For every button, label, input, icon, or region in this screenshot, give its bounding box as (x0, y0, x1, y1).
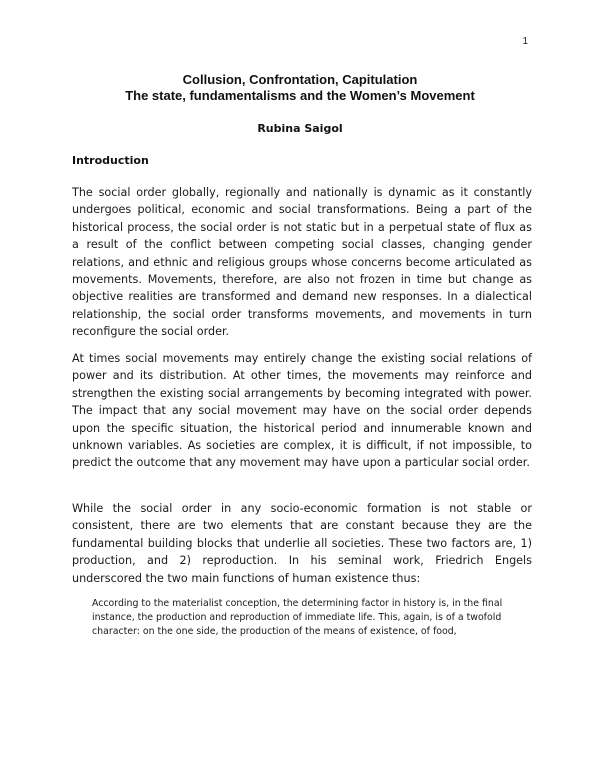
title-line-2: The state, fundamentalisms and the Women’s Movement (125, 88, 475, 103)
author-name: Rubina Saigol (257, 122, 343, 135)
paragraph-2: At times social movements may entirely change the existing social relations of power and its distribution. At other times, the movements may reinforce and strengthen the existing social arrangements by becoming integrated with power. The impact that any social movement may have on the social order depends upon the specific situation, the historical period and innumerable known and unknown variables. As societies are complex, it is difficult, if not impossible, to predict the outcome that any movement may have upon a particular social order. (72, 352, 532, 470)
paragraph-3: While the social order in any socio-economic formation is not stable or consistent, there are two elements that are constant because they are the fundamental building blocks that underlie all societies. These two factors are, 1) production, and 2) reproduction. In his seminal work, Friedrich Engels underscored the two main functions of human existence thus: (72, 502, 532, 585)
section-heading: Introduction (72, 154, 149, 167)
page-number: 1 (522, 36, 528, 47)
document-title (72, 72, 528, 104)
block-quote: According to the materialist conception, the determining factor in history is, in the final instance, the production and reproduction of immediate life. This, again, is of a twofold character: on the one side, the production of the means of existence, of food, (92, 598, 503, 637)
title-line-1: Collusion, Confrontation, Capitulation (182, 72, 418, 87)
paragraph-1: The social order globally, regionally and nationally is dynamic as it constantly undergoes political, economic and social transformations. Being a part of the historical process, the social order is not static but in a perpetual state of flux as a result of the conflict between competing social classes, changing gender relations, and ethnic and religious groups whose concerns become articulated as movements. Movements, therefore, are also not frozen in time but change as objective realities are transformed and demand new responses. In a dialectical relationship, the social order transforms movements, and movements in turn reconfigure the social order. (72, 186, 532, 339)
